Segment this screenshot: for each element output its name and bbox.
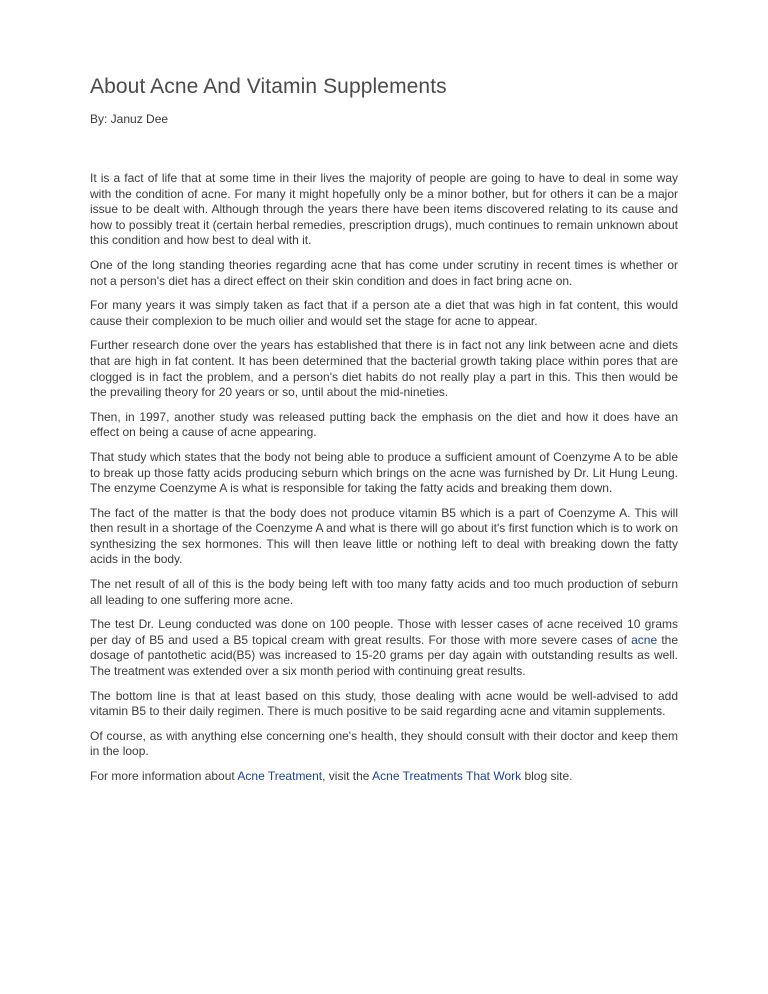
footer-paragraph xyxy=(90,769,678,785)
study-paragraph xyxy=(90,617,678,679)
acne-link[interactable]: acne xyxy=(631,632,658,647)
paragraph: The net result of all of this is the body being left with too many fatty acids and too much production of seburn all leading to one suffering more acne. xyxy=(90,577,678,607)
paragraph: For many years it was simply taken as fact that if a person ate a diet that was high in fat content, this would cause their complexion to be much oilier and would set the stage for acne to appear. xyxy=(90,298,678,328)
study-text-before: The test Dr. Leung conducted was done on 100 people. Those with lesser cases of acne received 10 grams per day of B5 and used a B5 topical cream with great results. For those with more severe cases of xyxy=(90,617,678,647)
page-title: About Acne And Vitamin Supplements xyxy=(90,75,447,98)
paragraph: The bottom line is that at least based on this study, those dealing with acne would be well-advised to add vitamin B5 to their daily regimen. There is much positive to be said regarding acne and vitamin supplements. xyxy=(90,688,678,719)
footer-text: For more information about xyxy=(90,769,238,783)
footer-text: blog site. xyxy=(521,769,573,783)
document-page xyxy=(90,74,678,794)
paragraph: It is a fact of life that at some time in their lives the majority of people are going to have to deal in some way with the condition of acne. For many it might hopefully only be a minor bother, but for others it can be a major issue to be dealt with. Although through the years there have been items discovered relating to its cause and how to possibly treat it (certain herbal remedies, prescription drugs), much continues to remain unknown about this condition and how best to deal with it. xyxy=(90,171,678,248)
acne-treatment-link[interactable]: Acne Treatment xyxy=(237,769,323,783)
paragraph: Of course, as with anything else concerning one's health, they should consult with their doctor and keep them in the loop. xyxy=(90,728,678,759)
byline: By: Januz Dee xyxy=(90,112,169,126)
paragraph: Further research done over the years has established that there is in fact not any link between acne and diets that are high in fat content. It has been determined that the bacterial growth taking place within pores that are clogged is in fact the problem, and a person's diet habits do not really play a part in this. This then would be the prevailing theory for 20 years or so, until about the mid-nineties. xyxy=(90,338,678,400)
paragraph: Then, in 1997, another study was released putting back the emphasis on the diet and how it does have an effect on being a cause of acne appearing. xyxy=(90,409,678,440)
footer-text: , visit the xyxy=(322,769,373,783)
acne-treatments-that-work-link[interactable]: Acne Treatments That Work xyxy=(372,769,522,783)
paragraph: One of the long standing theories regarding acne that has come under scrutiny in recent times is whether or not a person's diet has a direct effect on their skin condition and does in fact bring acne on. xyxy=(90,257,678,288)
paragraph: The fact of the matter is that the body does not produce vitamin B5 which is a part of Coenzyme A. This will then result in a shortage of the Coenzyme A and what is there will go about it's first function which is to work on synthesizing the sex hormones. This will then leave little or nothing left to deal with breaking down the fatty acids in the body. xyxy=(90,505,678,567)
study-text-after: the dosage of pantothetic acid(B5) was increased to 15-20 grams per day again with outstanding results as well. The treatment was extended over a six month period with continuing great results. xyxy=(90,632,678,679)
paragraph: That study which states that the body not being able to produce a sufficient amount of Coenzyme A to be able to break up those fatty acids producing seburn which brings on the acne was furnished by Dr. Lit Hung Leung. The enzyme Coenzyme A is what is responsible for taking the fatty acids and breaking them down. xyxy=(90,449,678,496)
